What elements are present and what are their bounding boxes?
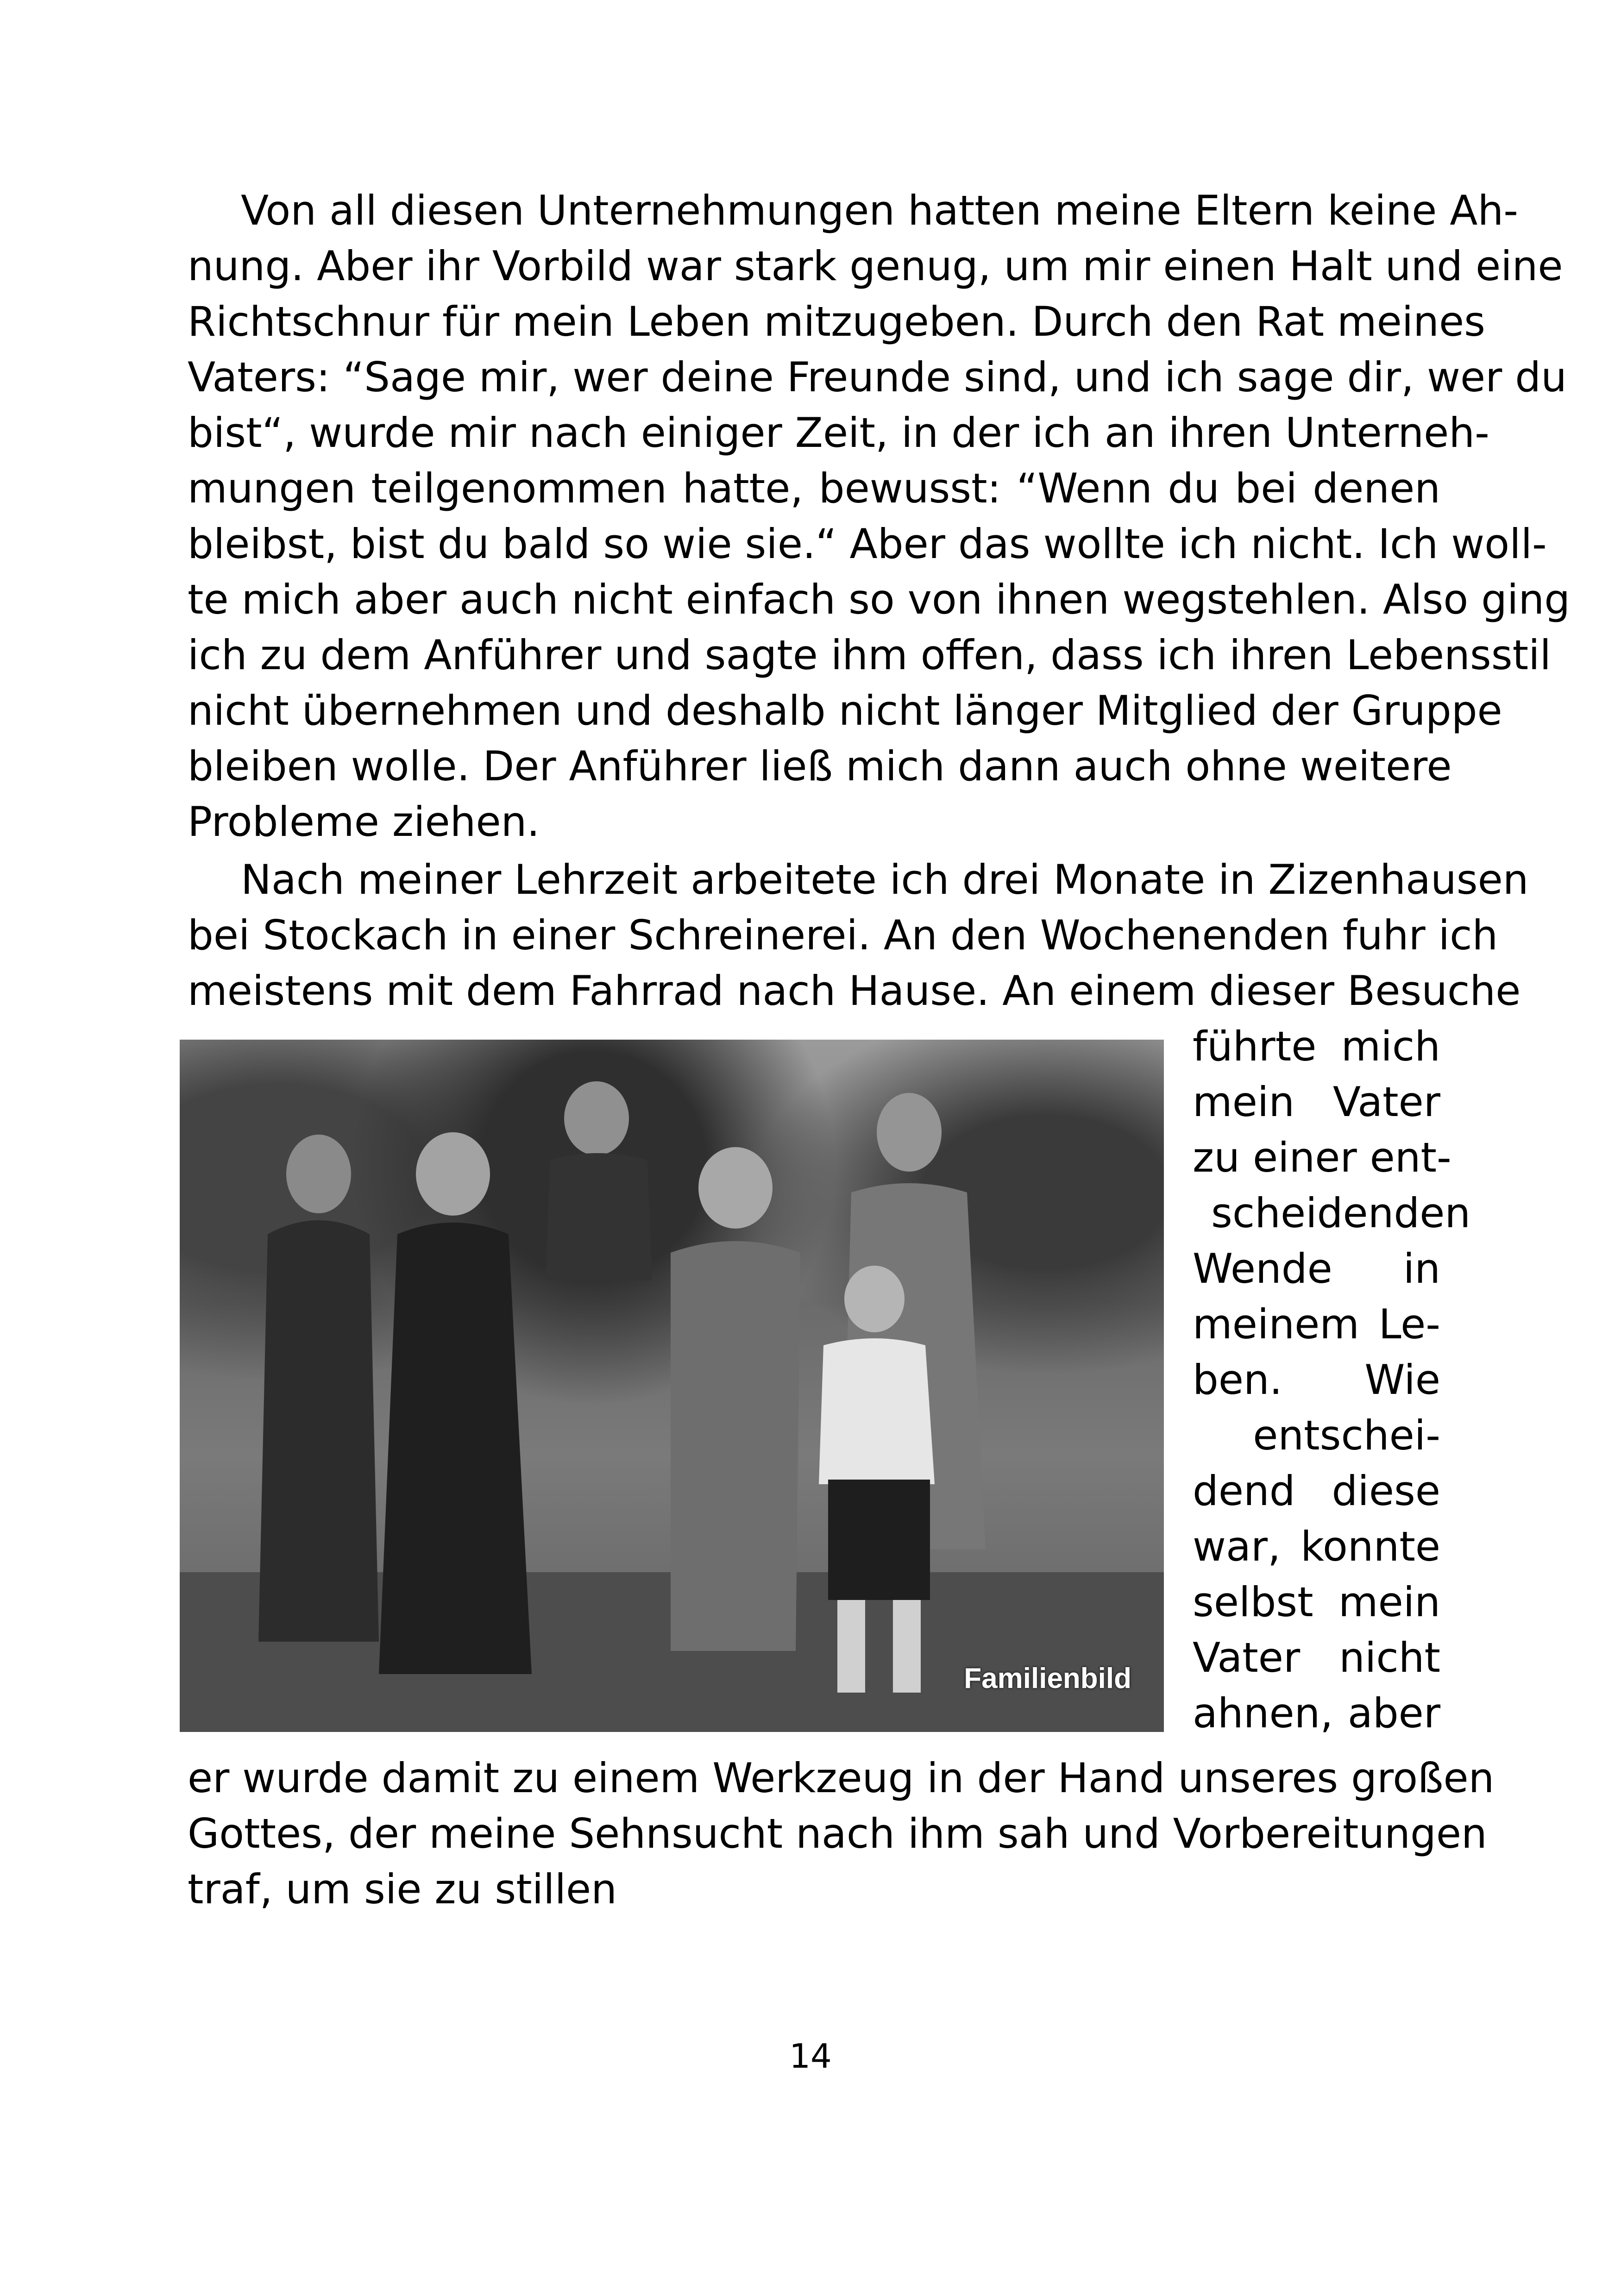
text-line: Probleme ziehen. <box>188 798 540 846</box>
text-line: zu einer ent- <box>1193 1134 1451 1181</box>
text-line: bei Stockach in einer Schreinerei. An den Wochenenden fuhr ich <box>188 911 1498 959</box>
text-line: mein Vater <box>1193 1078 1440 1126</box>
text-line: nung. Aber ihr Vorbild war stark genug, um mir einen Halt und eine <box>188 242 1563 290</box>
family-photo <box>180 1040 1164 1732</box>
text-line: Wende in <box>1193 1245 1440 1292</box>
text-line: bleiben wolle. Der Anführer ließ mich dann auch ohne weitere <box>188 742 1452 790</box>
text-line: ben. Wie <box>1193 1356 1440 1404</box>
text-line: bleibst, bist du bald so wie sie.“ Aber das wollte ich nicht. Ich woll- <box>188 520 1547 568</box>
text-line: traf, um sie zu stillen <box>188 1865 617 1913</box>
text-line: meinem Le- <box>1193 1300 1440 1348</box>
text-line: bist“, wurde mir nach einiger Zeit, in der ich an ihren Unterneh- <box>188 409 1489 457</box>
text-line: Von all diesen Unternehmungen hatten meine Eltern keine Ah- <box>241 187 1518 234</box>
text-line: meistens mit dem Fahrrad nach Hause. An einem dieser Besuche <box>188 967 1521 1015</box>
text-line: ich zu dem Anführer und sagte ihm offen, dass ich ihren Lebensstil <box>188 631 1552 679</box>
text-line: Vater nicht <box>1193 1634 1440 1681</box>
text-line: entschei- <box>1253 1411 1440 1459</box>
text-line: führte mich <box>1193 1023 1440 1070</box>
text-line: Gottes, der meine Sehnsucht nach ihm sah und Vorbereitungen <box>188 1810 1487 1857</box>
text-line: Richtschnur für mein Leben mitzugeben. Durch den Rat meines <box>188 298 1485 345</box>
text-line: war, konnte <box>1193 1523 1440 1570</box>
text-line: ahnen, aber <box>1193 1689 1440 1737</box>
text-line: Nach meiner Lehrzeit arbeitete ich drei Monate in Zizenhausen <box>241 856 1529 903</box>
text-line: Vaters: “Sage mir, wer deine Freunde sind, und ich sage dir, wer du <box>188 353 1567 401</box>
text-line: scheidenden <box>1211 1189 1471 1237</box>
text-line: nicht übernehmen und deshalb nicht länger Mitglied der Gruppe <box>188 687 1502 734</box>
page-number: 14 <box>789 2037 832 2076</box>
text-line: selbst mein <box>1193 1578 1440 1626</box>
text-line: dend diese <box>1193 1467 1440 1515</box>
text-line: mungen teilgenommen hatte, bewusst: “Wenn du bei denen <box>188 464 1440 512</box>
family-photo-figures <box>180 1040 1164 1732</box>
text-line: er wurde damit zu einem Werkzeug in der Hand unseres großen <box>188 1754 1495 1802</box>
photo-caption: Familienbild <box>964 1662 1131 1694</box>
text-line: te mich aber auch nicht einfach so von ihnen wegstehlen. Also ging <box>188 576 1571 623</box>
